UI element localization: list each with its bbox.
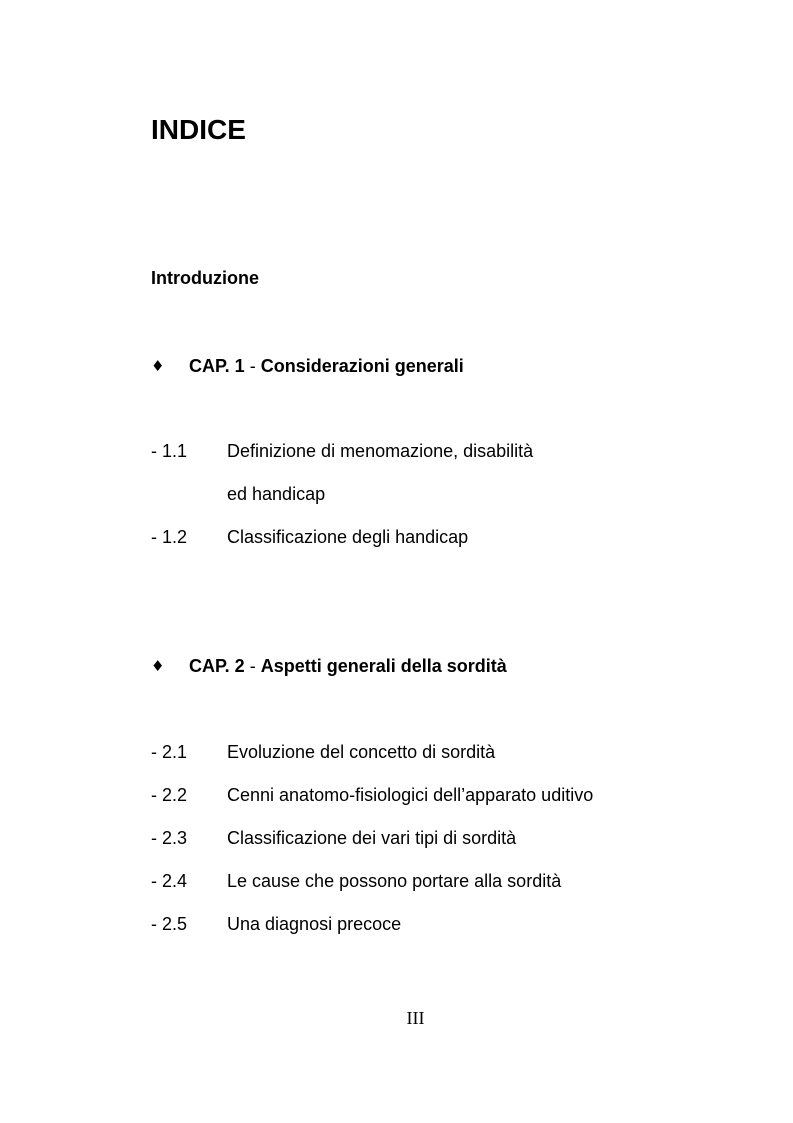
chapter-separator: - bbox=[244, 656, 261, 676]
section-number: - 1.1 bbox=[151, 441, 188, 461]
section-number: - 2.5 bbox=[151, 914, 188, 934]
chapter-separator: - bbox=[244, 356, 261, 376]
chapter-title: Aspetti generali della sordità bbox=[260, 656, 507, 676]
section-title-continuation: ed handicap bbox=[227, 484, 326, 504]
diamond-bullet-icon: ♦ bbox=[151, 357, 165, 375]
chapter-heading bbox=[189, 354, 464, 378]
section-title: Una diagnosi precoce bbox=[227, 914, 402, 934]
page-number: III bbox=[406, 1008, 425, 1028]
diamond-bullet-icon: ♦ bbox=[151, 657, 165, 675]
section-title: Classificazione degli handicap bbox=[227, 527, 469, 547]
page-title: INDICE bbox=[151, 114, 246, 145]
chapter-label: CAP. 2 bbox=[189, 656, 245, 676]
section-number: - 2.4 bbox=[151, 871, 188, 891]
chapter-heading bbox=[189, 654, 507, 678]
section-title: Le cause che possono portare alla sordità bbox=[227, 871, 562, 891]
section-title: Cenni anatomo-fisiologici dell’apparato uditivo bbox=[227, 785, 594, 805]
chapter-title: Considerazioni generali bbox=[260, 356, 464, 376]
chapter-label: CAP. 1 bbox=[189, 356, 245, 376]
section-number: - 2.1 bbox=[151, 742, 188, 762]
section-title: Definizione di menomazione, disabilità bbox=[227, 441, 534, 461]
toc-introduction: Introduzione bbox=[151, 268, 259, 288]
section-number: - 2.2 bbox=[151, 785, 188, 805]
section-number: - 2.3 bbox=[151, 828, 188, 848]
section-title: Classificazione dei vari tipi di sordità bbox=[227, 828, 517, 848]
section-title: Evoluzione del concetto di sordità bbox=[227, 742, 496, 762]
section-number: - 1.2 bbox=[151, 527, 188, 547]
